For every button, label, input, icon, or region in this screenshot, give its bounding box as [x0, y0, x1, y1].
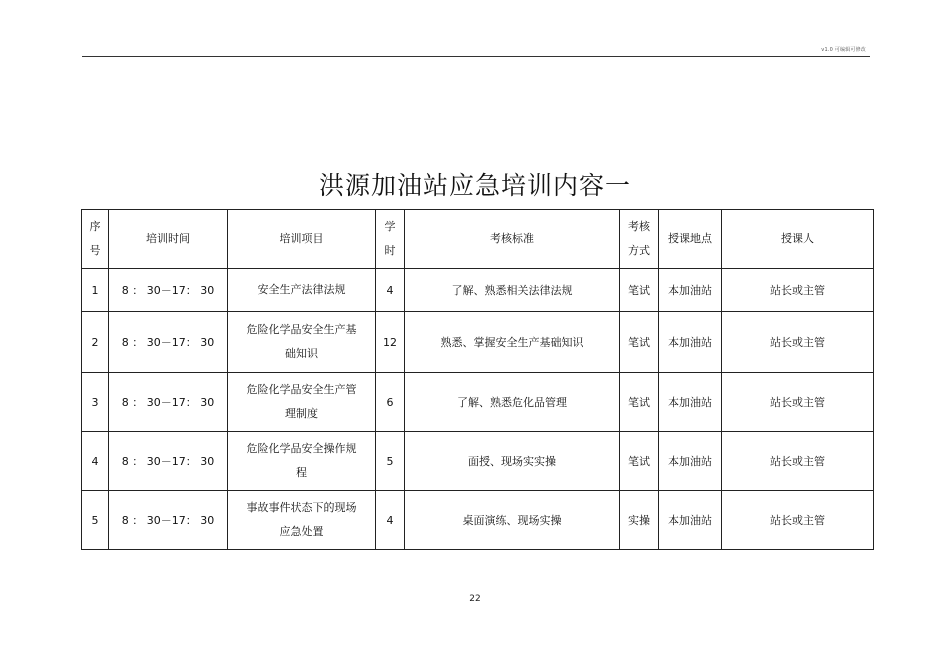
cell-instructor: 站长或主管 [722, 491, 874, 550]
cell-item [228, 312, 376, 373]
cell-seq: 3 [82, 373, 109, 432]
cell-standard: 桌面演练、现场实操 [405, 491, 620, 550]
cell-hours: 5 [376, 432, 405, 491]
cell-item-line: 危险化学品安全生产管 [246, 383, 357, 396]
cell-item [228, 373, 376, 432]
cell-time: 8 ： 30－17： 30 [109, 269, 228, 312]
cell-location: 本加油站 [659, 432, 722, 491]
header-hours [376, 210, 405, 269]
cell-hours: 6 [376, 373, 405, 432]
header-note: v1.0 可编辑可修改 [821, 47, 866, 53]
cell-item [228, 491, 376, 550]
cell-item-line: 危险化学品安全操作规 [246, 442, 357, 455]
cell-standard: 了解、熟悉相关法律法规 [405, 269, 620, 312]
cell-method: 笔试 [620, 373, 659, 432]
cell-location: 本加油站 [659, 373, 722, 432]
cell-seq: 2 [82, 312, 109, 373]
cell-location: 本加油站 [659, 312, 722, 373]
cell-standard: 面授、现场实实操 [405, 432, 620, 491]
cell-item [228, 432, 376, 491]
cell-instructor: 站长或主管 [722, 432, 874, 491]
training-table [81, 209, 874, 550]
cell-time: 8 ： 30－17： 30 [109, 312, 228, 373]
header-location: 授课地点 [659, 210, 722, 269]
cell-standard: 熟悉、掌握安全生产基础知识 [405, 312, 620, 373]
header-assessment-standard: 考核标准 [405, 210, 620, 269]
header-method-line-2: 方式 [628, 244, 650, 257]
cell-method: 实操 [620, 491, 659, 550]
cell-item-line: 理制度 [285, 407, 318, 420]
cell-location: 本加油站 [659, 491, 722, 550]
cell-item [228, 269, 376, 312]
cell-hours: 4 [376, 491, 405, 550]
header-training-item: 培训项目 [228, 210, 376, 269]
page-number: 22 [469, 594, 481, 604]
cell-instructor: 站长或主管 [722, 312, 874, 373]
header-training-time: 培训时间 [109, 210, 228, 269]
cell-seq: 4 [82, 432, 109, 491]
header-hours-line-2: 时 [384, 244, 396, 257]
header-seq-line-1: 序 [89, 220, 101, 233]
cell-item-line: 危险化学品安全生产基 [246, 323, 357, 336]
cell-item-line: 事故事件状态下的现场 [246, 501, 357, 514]
header-divider [82, 56, 870, 57]
header-seq [82, 210, 109, 269]
cell-seq: 5 [82, 491, 109, 550]
header-hours-line-1: 学 [384, 220, 396, 233]
cell-hours: 4 [376, 269, 405, 312]
header-instructor: 授课人 [722, 210, 874, 269]
cell-location: 本加油站 [659, 269, 722, 312]
cell-item-line: 程 [296, 466, 307, 479]
header-method-line-1: 考核 [628, 220, 650, 233]
cell-seq: 1 [82, 269, 109, 312]
table-row [82, 491, 874, 550]
cell-item-line: 安全生产法律法规 [257, 283, 346, 296]
header-assessment-method [620, 210, 659, 269]
cell-method: 笔试 [620, 432, 659, 491]
table-row [82, 432, 874, 491]
cell-time: 8 ： 30－17： 30 [109, 491, 228, 550]
cell-method: 笔试 [620, 269, 659, 312]
header-seq-line-2: 号 [89, 244, 101, 257]
table-header-row [82, 210, 874, 269]
document-title: 洪源加油站应急培训内容一 [318, 171, 631, 200]
table-row [82, 373, 874, 432]
table-row [82, 269, 874, 312]
cell-instructor: 站长或主管 [722, 269, 874, 312]
table-row [82, 312, 874, 373]
cell-method: 笔试 [620, 312, 659, 373]
cell-time: 8 ： 30－17： 30 [109, 432, 228, 491]
cell-instructor: 站长或主管 [722, 373, 874, 432]
cell-hours: 12 [376, 312, 405, 373]
cell-item-line: 应急处置 [279, 525, 324, 538]
cell-time: 8 ： 30－17： 30 [109, 373, 228, 432]
cell-item-line: 础知识 [285, 347, 318, 360]
cell-standard: 了解、熟悉危化品管理 [405, 373, 620, 432]
